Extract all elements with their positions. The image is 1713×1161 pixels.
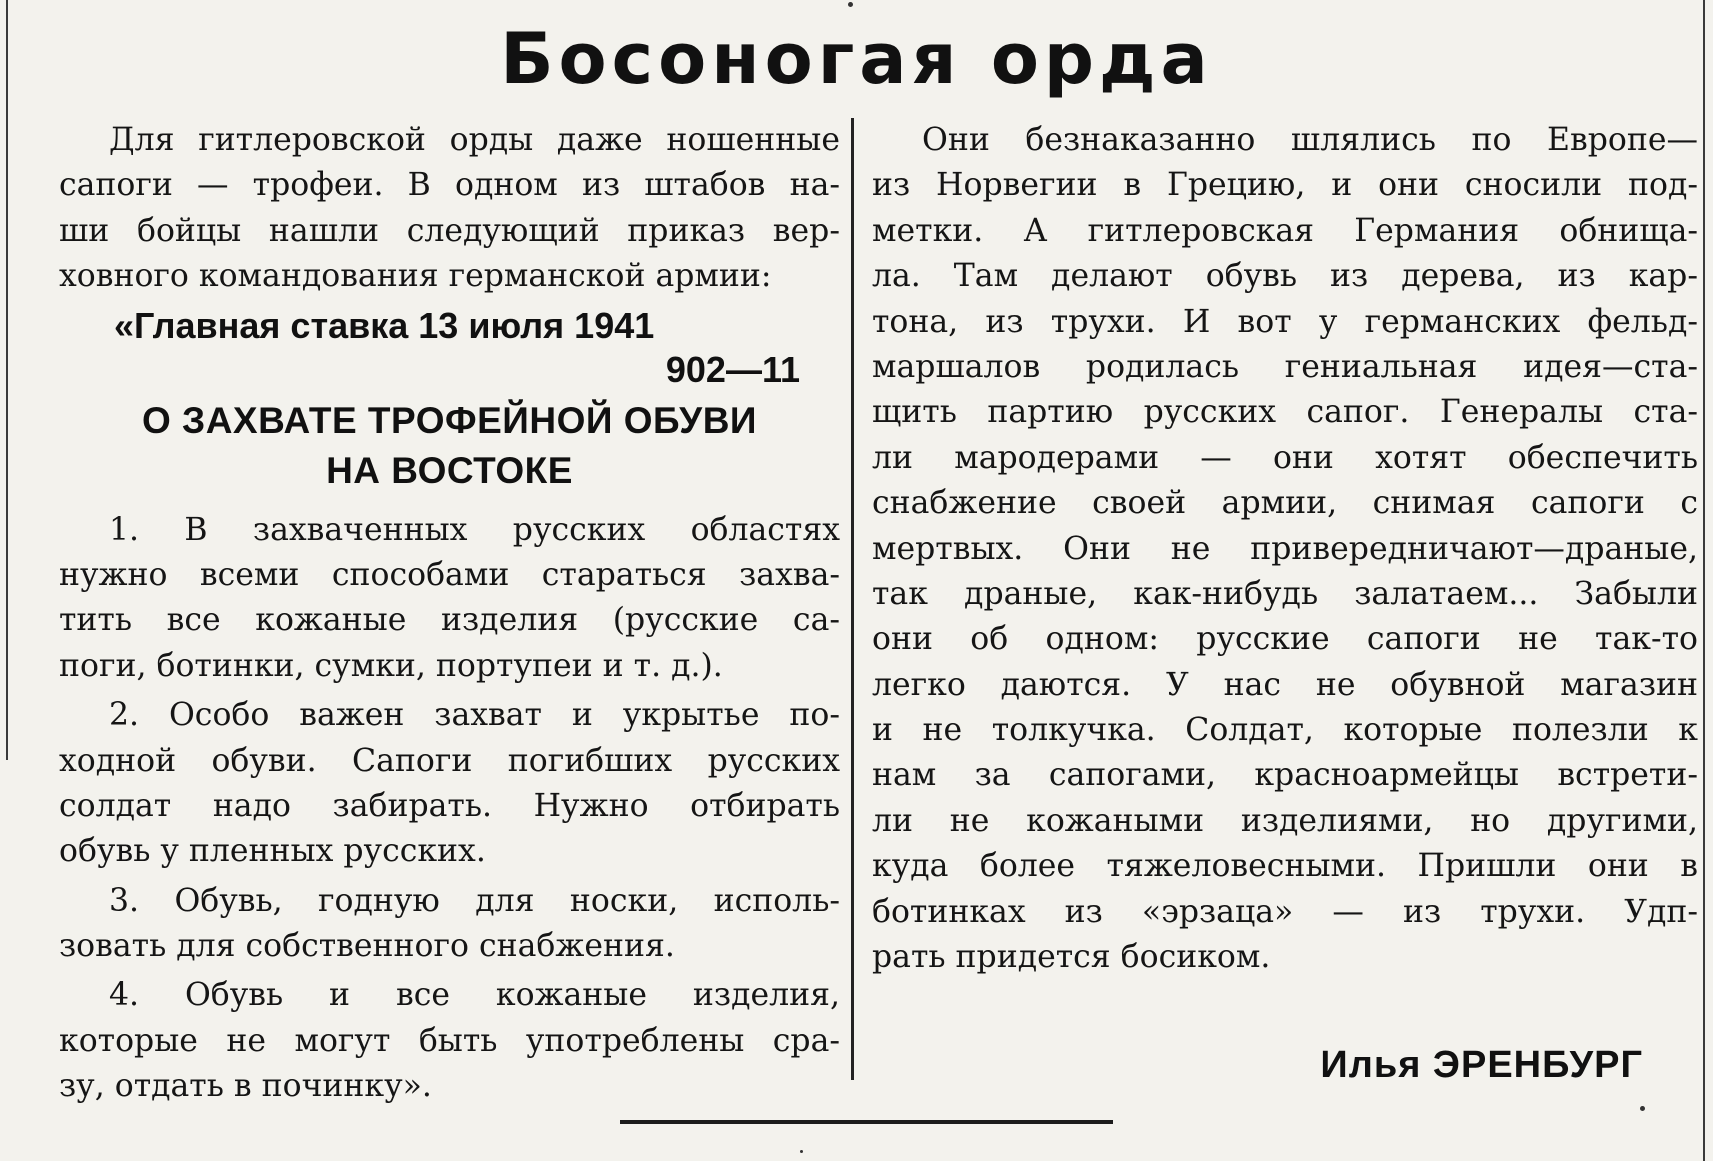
text-line: снабжение своей армии, снимая сапоги с: [872, 485, 1698, 522]
right-column: [872, 118, 1698, 980]
text-line: ховного командования германской армии:: [59, 258, 772, 295]
text-line: 3. Обувь, годную для носки, исполь-: [109, 882, 840, 919]
order-title-line-2: НА ВОСТОКЕ: [326, 449, 573, 491]
text-line: тить все кожаные изделия (русские са-: [59, 602, 840, 639]
text-line: легко даются. У нас не обувной магазин: [872, 666, 1698, 703]
text-line: 2. Особо важен захват и укрытье по-: [109, 697, 840, 734]
text-line: мертвых. Они не привередничают—драные,: [872, 530, 1698, 567]
page-edge-rule-left: [6, 0, 8, 760]
text-line: маршалов родилась гениальная идея—ста-: [872, 348, 1698, 385]
text-line: и не толкучка. Солдат, которые полезли к: [872, 712, 1698, 749]
text-line: так драные, как-нибудь залатаем... Забыли: [872, 575, 1698, 612]
text-line: ходной обуви. Сапоги погибших русских: [59, 742, 840, 779]
left-column: [59, 118, 840, 1110]
text-line: нам за сапогами, красноармейцы встрети-: [872, 757, 1698, 794]
text-line: нужно всеми способами стараться захва-: [59, 556, 840, 593]
print-speck: [800, 1150, 803, 1153]
text-line: щить партию русских сапог. Генералы ста-: [872, 394, 1698, 431]
text-line: метки. А гитлеровская Германия обнища-: [872, 212, 1698, 249]
text-line: ла. Там делают обувь из дерева, из кар-: [872, 258, 1698, 295]
order-date: «Главная ставка 13 июля 1941: [114, 304, 655, 346]
text-line: рать придется босиком.: [872, 939, 1271, 976]
column-divider: [851, 118, 854, 1080]
text-line: ботинках из «эрзаца» — из трухи. Удп-: [872, 893, 1698, 930]
order-item-2: [59, 693, 840, 875]
text-line: 4. Обувь и все кожаные изделия,: [109, 977, 840, 1014]
text-line: ши бойцы нашли следующий приказ вер-: [59, 212, 840, 249]
text-line: 1. В захваченных русских областях: [109, 511, 840, 548]
author-signature: Илья ЭРЕНБУРГ: [1320, 1044, 1643, 1086]
page-edge-rule-right: [1703, 0, 1705, 1161]
text-line: они об одном: русские сапоги не так-то: [872, 621, 1698, 658]
text-line: ли не кожаными изделиями, но другими,: [872, 802, 1698, 839]
order-item-4: [59, 973, 840, 1109]
text-line: обувь у пленных русских.: [59, 833, 486, 870]
order-item-1: [59, 508, 840, 690]
text-line: которые не могут быть употреблены сра-: [59, 1022, 840, 1059]
print-speck: [1640, 1106, 1645, 1111]
text-line: зовать для собственного снабжения.: [59, 928, 675, 965]
print-speck: [848, 2, 853, 7]
article-headline: Босоногая орда: [500, 18, 1213, 100]
text-line: Для гитлеровской орды даже ношенные: [109, 122, 840, 158]
text-line: поги, ботинки, сумки, портупеи и т. д.).: [59, 647, 723, 684]
order-number: 902—11: [665, 348, 800, 390]
text-line: солдат надо забирать. Нужно отбирать: [59, 787, 840, 824]
intro-paragraph: [59, 118, 840, 300]
text-line: из Норвегии в Грецию, и они сносили под-: [872, 167, 1698, 204]
text-line: зу, отдать в починку».: [59, 1068, 432, 1105]
text-line: сапоги — трофеи. В одном из штабов на-: [59, 167, 840, 204]
article-end-rule: [620, 1120, 1113, 1124]
text-line: куда более тяжеловесными. Пришли они в: [872, 848, 1698, 885]
order-title-line-1: О ЗАХВАТЕ ТРОФЕЙНОЙ ОБУВИ: [141, 399, 758, 441]
text-line: ли мародерами — они хотят обеспечить: [872, 439, 1698, 476]
text-line: Они безнаказанно шлялись по Европе—: [922, 122, 1698, 158]
order-item-3: [59, 879, 840, 970]
text-line: тона, из трухи. И вот у германских фельд-: [872, 303, 1698, 340]
